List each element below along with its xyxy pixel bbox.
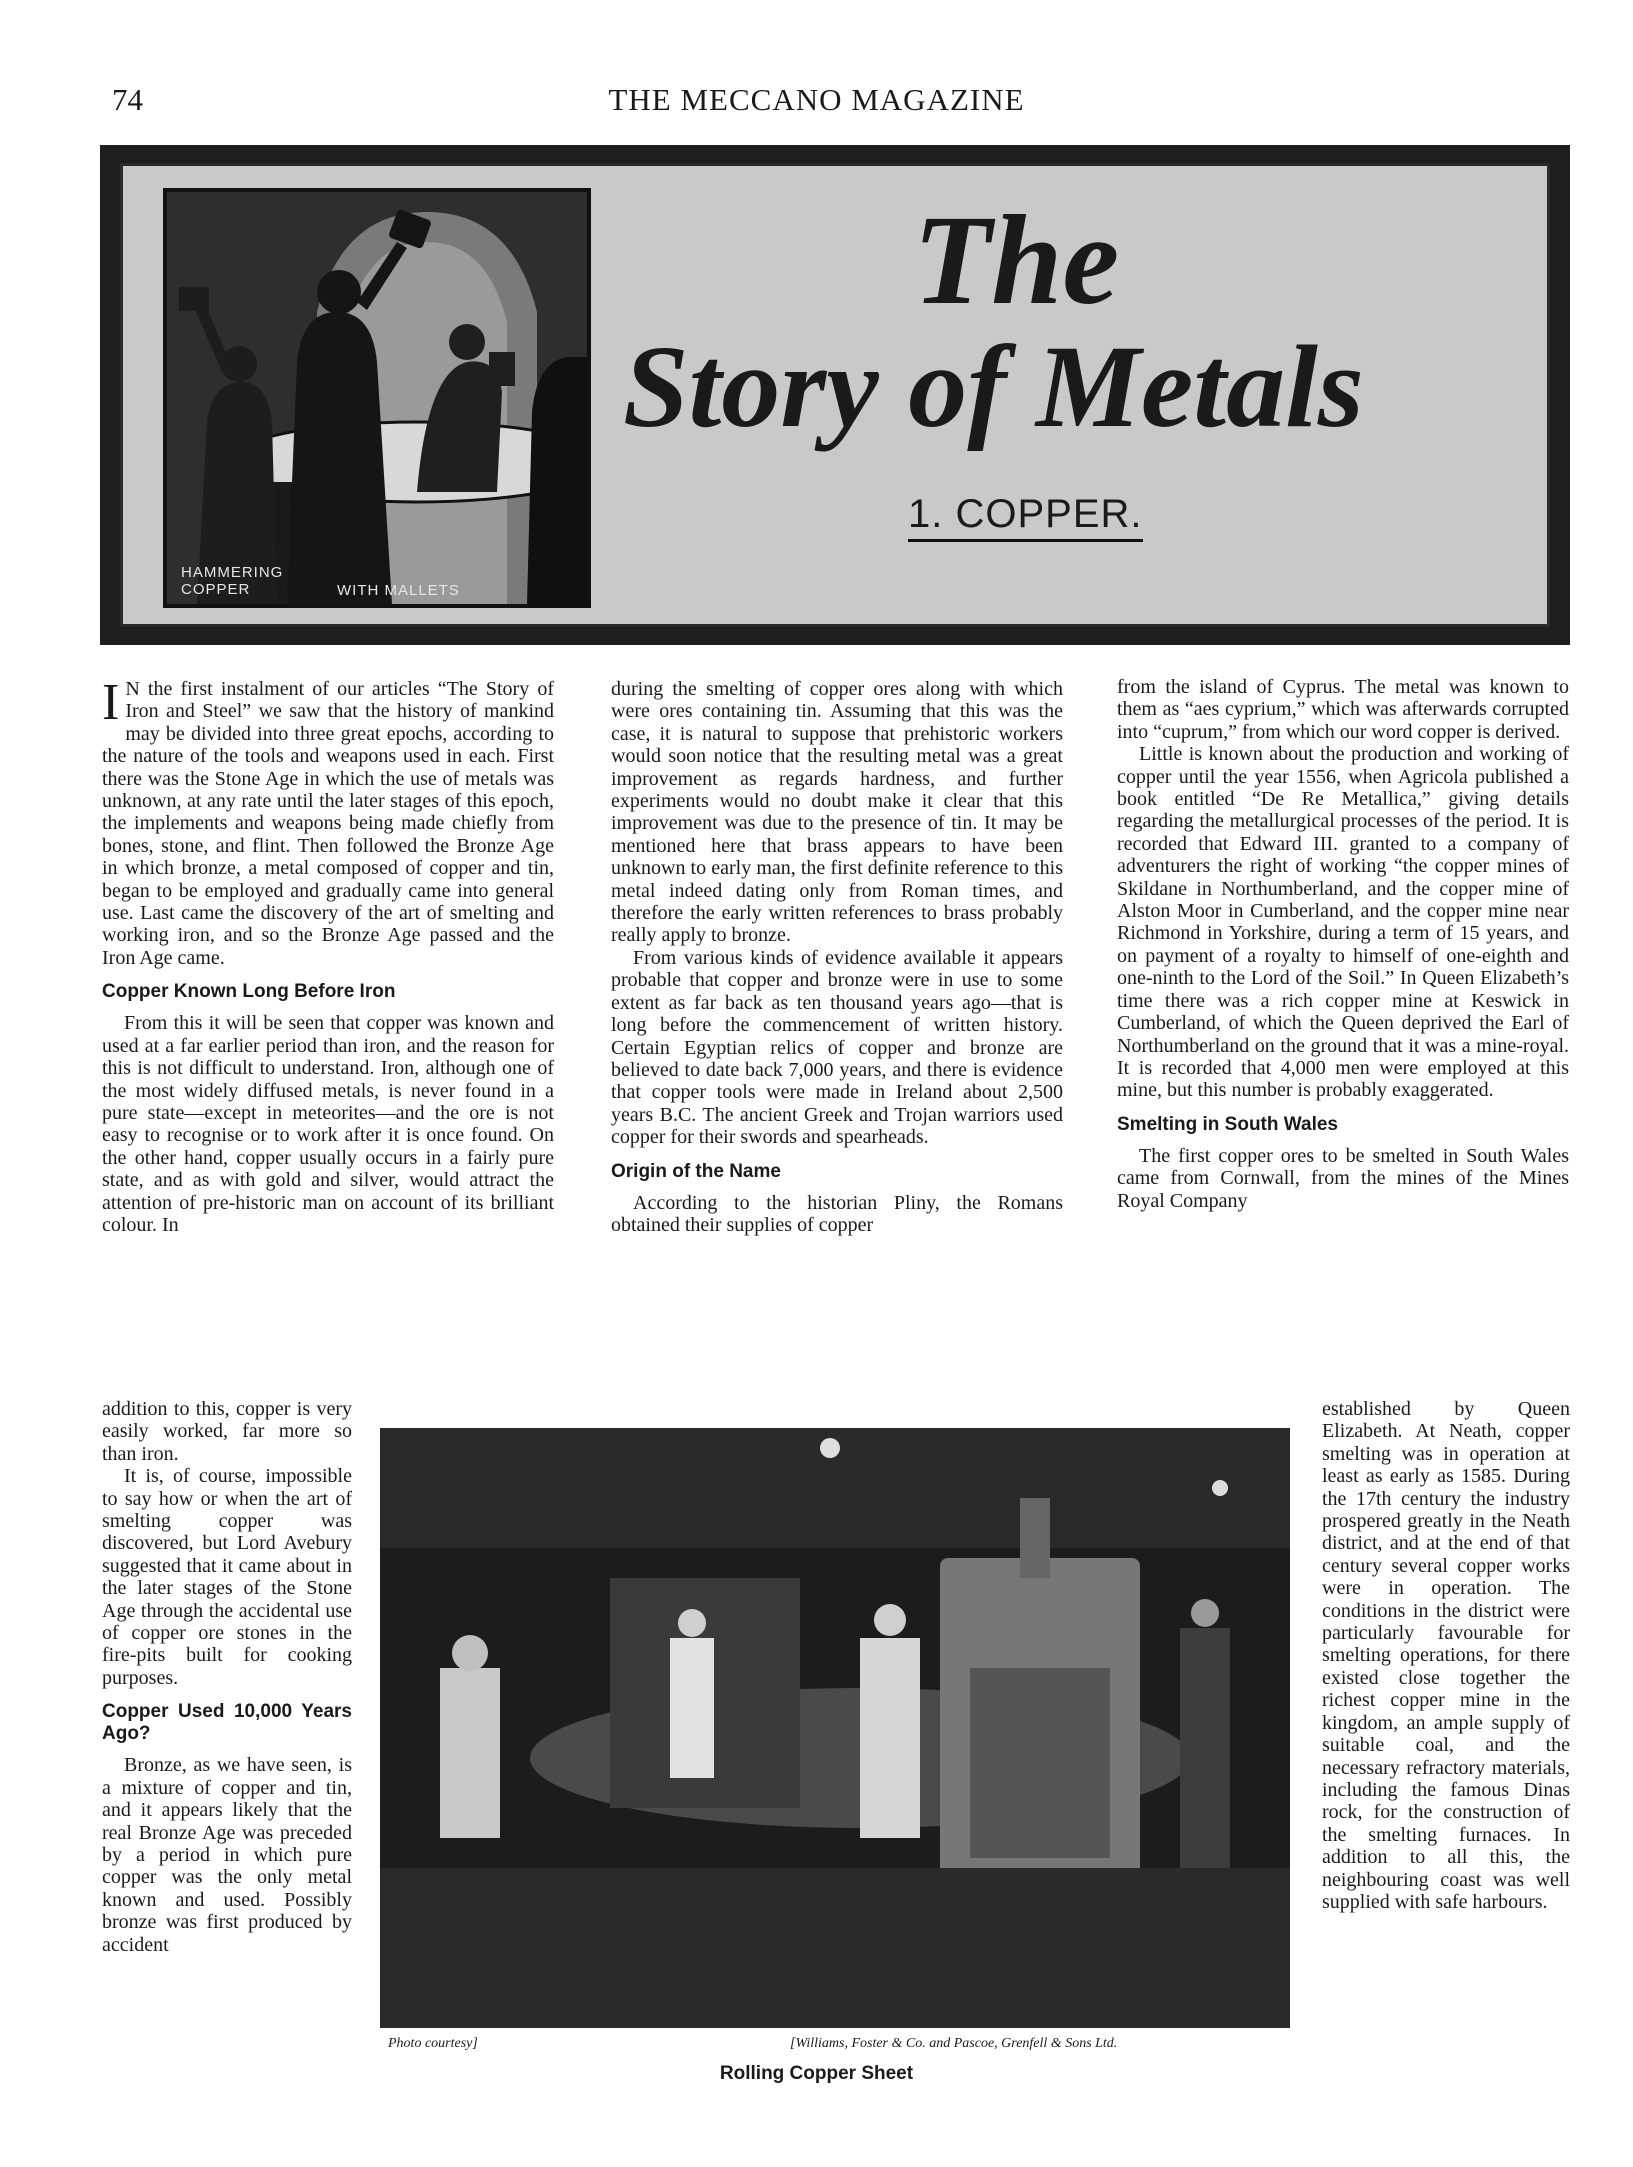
banner-title-the: The xyxy=(913,189,1120,331)
photo-caption: Rolling Copper Sheet xyxy=(719,2063,914,2084)
section-heading: Origin of the Name xyxy=(611,1160,781,1182)
illustration-caption-line2: COPPER xyxy=(181,581,251,598)
section-heading: Smelting in South Wales xyxy=(1117,1113,1338,1135)
article-column-2 xyxy=(611,678,1063,1236)
magazine-title: THE MECCANO MAGAZINE xyxy=(608,82,1025,117)
hammering-copper-illustration xyxy=(163,188,591,608)
illustration-caption-line1: HAMMERING xyxy=(181,564,284,581)
article-paragraph: Bronze, as we have seen, is a mixture of copper and tin, and it appears likely that the real Bronze Age was preceded by a period in which pure copper was the only metal known and used. Possibly bronze was first produced by accident xyxy=(102,1754,352,1956)
article-paragraph: From various kinds of evidence available it appears probable that copper and bronze were in use to some extent as far back as ten thousand years ago—that is long before the commencement of written history. Certain Egyptian relics of copper and bronze are believed to date back 7,000 years, and there is evidence that copper tools were made in Ireland about 2,500 years B.C. The ancient Greek and Trojan warriors used copper for their swords and spearheads. xyxy=(611,946,1063,1149)
banner-panel xyxy=(120,163,1550,627)
article-column-1-lower xyxy=(102,1398,352,1956)
banner-title-story-of-metals: Story of Metals xyxy=(623,321,1364,452)
illustration-caption xyxy=(181,564,283,598)
section-heading: Copper Used 10,000 Years Ago? xyxy=(102,1701,352,1745)
article-column-3 xyxy=(1117,676,1569,1212)
article-paragraph: addition to this, copper is very easily worked, far more so than iron. xyxy=(102,1398,352,1465)
article-paragraph: established by Queen Elizabeth. At Neath, copper smelting was in operation at least as early as 1585. During the 17th century the industry prospered greatly in the Neath district, and at the end of that century several copper works were in operation. The conditions in the district were particularly favourable for smelting operations, for there existed close together the richest copper mine in the kingdom, an ample supply of suitable coal, and the necessary refractory materials, including the famous Dinas rock, for the construction of the smelting furnaces. In addition to all this, the neighbouring coast was well supplied with safe harbours. xyxy=(1322,1398,1570,1913)
illustration-caption-line3: WITH MALLETS xyxy=(337,582,460,599)
article-column-3-lower xyxy=(1322,1398,1570,1913)
article-paragraph: The first copper ores to be smelted in South Wales came from Cornwall, from the mines of the Mines Royal Company xyxy=(1117,1144,1569,1212)
article-column-1 xyxy=(102,674,554,1236)
banner-subtitle: 1. COPPER. xyxy=(908,492,1143,542)
section-heading: Copper Known Long Before Iron xyxy=(102,981,396,1003)
photo-image xyxy=(380,1428,1290,2028)
article-paragraph: According to the historian Pliny, the Romans obtained their supplies of copper xyxy=(611,1191,1063,1236)
article-paragraph: Little is known about the production and working of copper until the year 1556, when Agricola published a book entitled “De Re Metallica,” giving details regarding the metallurgical processes of the period. It is recorded that Edward III. granted to a company of adventurers the right of working “the copper mines of Skildane in Northumberland, and the copper mine of Alston Moor in Cumberland, and the copper mine near Richmond in Yorkshire, during a term of 15 years, and on payment of a royalty to himself of one-eighth and one-ninth to the Lord of the Soil.” In Queen Elizabeth’s time there was a rich copper mine at Keswick in Cumberland, of which the Queen deprived the Earl of Northumberland on the ground that it was a mine-royal. It is recorded that 4,000 men were employed at this mine, but this number is probably exaggerated. xyxy=(1117,743,1569,1102)
article-paragraph xyxy=(102,674,554,969)
article-paragraph: It is, of course, impossible to say how or when the art of smelting copper was discovered, but Lord Avebury suggested that it came about in the later stages of the Stone Age through the accidental use of copper ore stones in the fire-pits built for cooking purposes. xyxy=(102,1465,352,1689)
paragraph-text: N the first instalment of our articles “The Story of Iron and Steel” we saw that the history of mankind may be divided into three great epochs, according to the nature of the tools and weapons used in each. First there was the Stone Age in which the use of metals was unknown, at any rate until the later stages of this epoch, the implements and weapons being made chiefly from bones, stone, and flint. Then followed the Bronze Age in which bronze, a metal composed of copper and tin, began to be employed and gradually came into general use. Last came the discovery of the art of smelting and working iron, and so the Bronze Age passed and the Iron Age came. xyxy=(102,678,554,969)
article-paragraph: from the island of Cyprus. The metal was known to them as “aes cyprium,” which was afterwards corrupted into “cuprum,” from which our word copper is derived. xyxy=(1117,676,1569,743)
rolling-copper-sheet-photo xyxy=(380,1428,1290,2028)
illustration-drawing xyxy=(167,192,587,604)
page-number: 74 xyxy=(112,82,143,117)
photo-credit-left: Photo courtesy] xyxy=(388,2036,478,2051)
photo-credit-right: [Williams, Foster & Co. and Pascoe, Grenfell & Sons Ltd. xyxy=(790,2036,1118,2051)
drop-cap: I xyxy=(102,674,120,731)
article-paragraph: during the smelting of copper ores along with which were ores containing tin. Assuming that this was the case, it is natural to suppose that prehistoric workers would soon notice that the resulting metal was a great improvement as regards hardness, and further experiments would no doubt make it clear that this improvement was due to the presence of tin. It may be mentioned here that brass appears to have been unknown to early man, the first definite reference to this metal indeed dating only from Roman times, and therefore the early written references to brass probably really apply to bronze. xyxy=(611,678,1063,947)
article-paragraph: From this it will be seen that copper was known and used at a far earlier period than iron, and the reason for this is not difficult to understand. Iron, although one of the most widely diffused metals, is never found in a pure state—except in meteorites—and the ore is not easy to recognise or to work after it is once found. On the other hand, copper usually occurs in a fairly pure state, and as with gold and silver, would attract the attention of pre-historic man on account of its brilliant colour. In xyxy=(102,1012,554,1236)
title-banner xyxy=(100,145,1570,645)
